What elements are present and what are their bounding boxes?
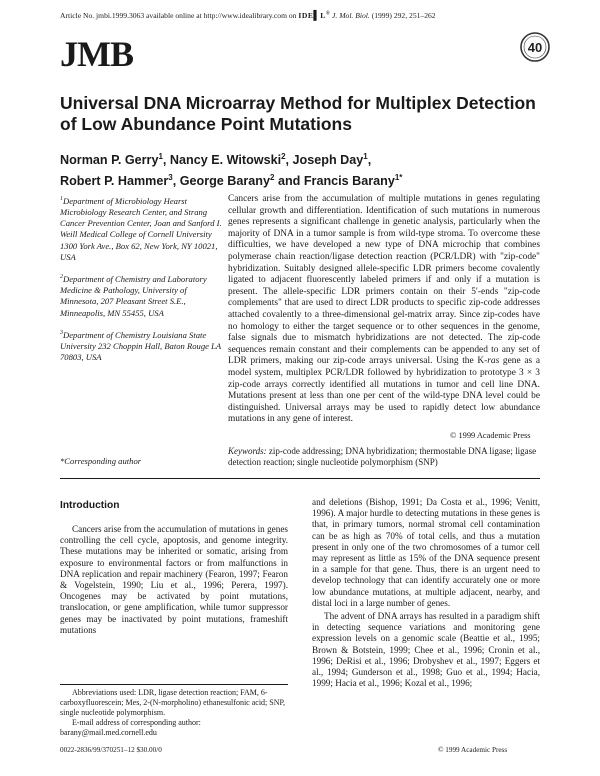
author-name: Francis Barany <box>303 174 395 189</box>
running-header <box>60 10 436 20</box>
abstract-copyright: © 1999 Academic Press <box>450 431 531 440</box>
author-line-2: Robert P. Hammer$^3$, George Barany$^2$ and Francis Barany$^{1*}$ <box>60 173 403 189</box>
header-citation: (1999) 292, 251–262 <box>371 11 436 20</box>
body-column-right <box>312 497 540 689</box>
paragraph: and deletions (Bishop, 1991; Da Costa et al., 1996; Venitt, 1996). A major hurdle to detecting mutations in these genes is that, in primary tumors, normal stromal cell contamination can be as high as 70% of total cells, and thus a mutation present in only one of the two chromosomes of a tumor cell may represent as little as 15% of the DNA sequence present in a sample for that gene. Thus, there is an urgent need to develop technology that can identify accurately one or more low abundance mutations, at multiple adjacent, nearby, and distal loci in a large number of genes. <box>312 497 540 608</box>
author-name: Nancy E. Witowski <box>169 153 282 168</box>
email-footnote-label: E-mail address of corresponding author: <box>72 718 201 727</box>
keywords-label: Keywords: <box>228 446 267 456</box>
abstract: Cancers arise from the accumulation of multiple mutations in genes regulating cellular growth and differentiation. Identification of such mutations in numerous genes represents a significant challenge in genetic analysis, particularly when the majority of DNA in a tumor sample is from wild-type stroma. To overcome these difficulties, we have developed a new type of DNA microchip that combines polymerase chain reaction/ligase detection reaction (PCR/LDR) with "zip-code" hybridization. Suitably designed allele-specific LDR primers become covalently ligated to adjacent fluorescently labeled primers if and only if a mutation is present. The allele-specific LDR primers contain on their 5′-ends "zip-code complements" that are used to direct LDR products to specific zip-code addresses attached covalently to a three-dimensional gel-matrix array. Since zip-codes have no homology to either the target sequence or to other sequences in the genome, false signals due to mismatch hybridizations are not detected. The zip-code sequences remain constant and their complements can be appended to any set of LDR primers, making our zip-code arrays universal. Using the K-ras gene as a model system, multiplex PCR/LDR followed by hybridization to prototype 3 × 3 zip-code arrays correctly identified all mutations in tumor and cell line DNA. Mutations present at less than one per cent of the wild-type DNA level could be distinguished. Universal arrays may be used to rapidly detect low abundance mutations in any gene of interest. <box>228 194 540 425</box>
journal-logo: JMB <box>60 34 133 74</box>
footnotes <box>60 688 288 738</box>
affiliation: $^2$Department of Chemistry and Laboratory Medicine & Pathology, University of Minnesota, 207 Pleasant Street S.E., Minneapolis, MN 55455, USA <box>60 273 207 318</box>
ideal-logo: IDE▌L® <box>298 10 331 20</box>
footer-copyright: © 1999 Academic Press <box>438 746 508 754</box>
affiliation: $^3$Department of Chemistry Louisiana State University 232 Choppin Hall, Baton Rouge LA 70803, USA <box>60 329 221 363</box>
keywords <box>228 446 540 469</box>
article-title: Universal DNA Microarray Method for Multiplex Detection of Low Abundance Point Mutations <box>60 93 536 134</box>
footnote-divider <box>60 684 288 685</box>
author-list <box>60 148 540 190</box>
author-name: Norman P. Gerry <box>60 153 159 168</box>
keywords-text: zip-code addressing; DNA hybridization; thermostable DNA ligase; ligase detection reaction; single nucleotide polymorphism (SNP) <box>228 446 537 468</box>
section-divider <box>60 478 540 479</box>
badge-number: 40 <box>527 40 543 55</box>
author-name: Robert P. Hammer <box>60 174 169 189</box>
affiliations <box>60 194 225 372</box>
header-journal: J. Mol. Biol. <box>332 11 370 20</box>
paragraph: Cancers arise from the accumulation of mutations in genes controlling the cell cycle, apoptosis, and genome integrity. These mutations may be inherited or somatic, arising from exposure to environmental factors or from malfunctions in DNA replication and repair machinery (Fearon, 1997; Fearon & Vogelstein, 1990; Liu et al., 1996; Perera, 1997). Oncogenes may be activated by point mutations, translocation, or gene amplification, while tumor suppressor genes may be inactivated by point mutations, frameshift mutations <box>60 524 288 635</box>
corresponding-author-note: *Corresponding author <box>60 456 142 466</box>
header-article-info: Article No. jmbi.1999.3063 available online at http://www.idealibrary.com on <box>60 11 297 20</box>
author-name: Joseph Day <box>292 153 364 168</box>
abbreviations-footnote: Abbreviations used: LDR, ligase detection reaction; FAM, 6-carboxyfluorescein; Mes, 2-(N-morpholino) ethanesulfonic acid; SNP, single nucleotide polymorphism. <box>60 688 286 717</box>
section-heading: Introduction <box>60 500 120 511</box>
anniversary-badge-icon <box>520 32 550 62</box>
paragraph: The advent of DNA arrays has resulted in a paradigm shift in detecting sequence variations and monitoring gene expression levels on a genomic scale (Beattie et al., 1995; Brown & Botstein, 1999; Chee et al., 1996; Cronin et al., 1996; DeRisi et al., 1996; Drobyshev et al., 1997; Eggers et al., 1994; Gunderson et al., 1998; Guo et al., 1994; Hacia, 1999; Hacia et al., 1996; Kozal et al., 1996; <box>312 611 540 689</box>
body-column-left <box>60 524 288 636</box>
author-line-1: Norman P. Gerry$^1$, Nancy E. Witowski$^2$, Joseph Day$^1$, <box>60 152 372 168</box>
footer-issn: 0022-2836/99/370251–12 $30.00/0 <box>60 746 162 754</box>
affiliation: $^1$Department of Microbiology Hearst Microbiology Research Center, and Strang Cancer Prevention Center, Joan and Sanford I. Weill Medical College of Cornell University 1300 York Ave., Box 62, New York, NY 10021, USA <box>60 195 222 262</box>
author-name: George Barany <box>179 174 271 189</box>
email-address[interactable]: barany@mail.med.cornell.edu <box>60 728 157 737</box>
